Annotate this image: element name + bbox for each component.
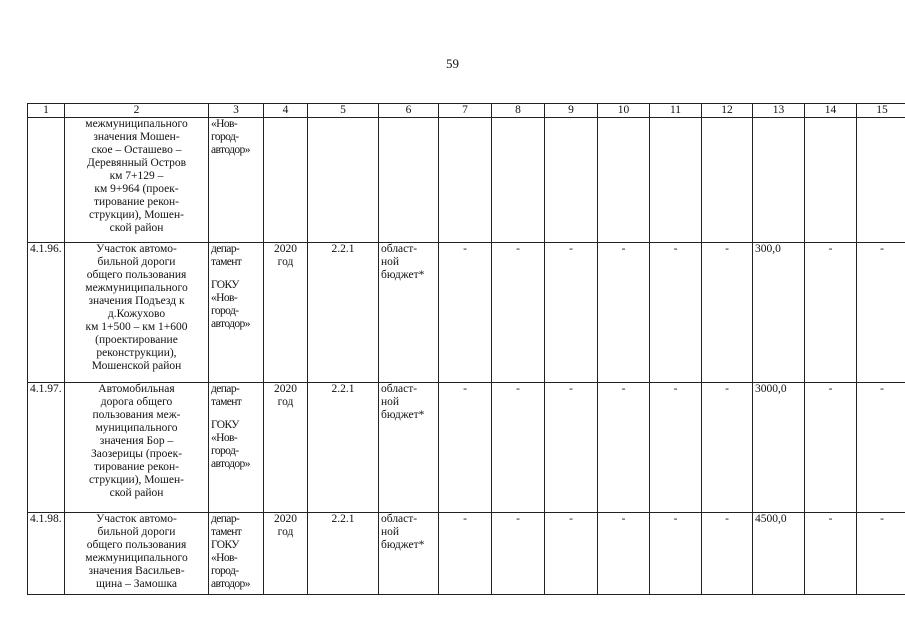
funding-value: - — [650, 513, 702, 595]
funding-value: - — [598, 383, 650, 513]
year: 2020 год — [264, 383, 308, 513]
funding-value: - — [545, 243, 598, 383]
column-header: 10 — [598, 104, 650, 118]
funding-value: - — [702, 383, 753, 513]
object-name: Участок автомо- бильной дороги общего пользования межмуниципального значения Подъезд к д.Кожухово км 1+500 – км 1+600 (проектирование реконструкции), Мошенской район — [65, 243, 209, 383]
object-name: межмуниципального значения Мошен- ское – Осташево – Деревянный Остров км 7+129 – км 9+964 (проек- тирование рекон- струкции), Мошен- ской район — [65, 118, 209, 243]
task-code — [308, 118, 379, 243]
task-code: 2.2.1 — [308, 243, 379, 383]
row-number — [28, 118, 65, 243]
table-row — [28, 243, 905, 383]
funding-value: - — [439, 243, 492, 383]
funding-source: област- ной бюджет* — [379, 243, 439, 383]
executor: депар- тамент ГОКУ «Нов- город- автодор» — [209, 513, 264, 595]
funding-value: - — [492, 243, 545, 383]
column-header: 11 — [650, 104, 702, 118]
object-name: Автомобильная дорога общего пользования меж- муниципального значения Бор – Заозерицы (проек- тирование рекон- струкции), Мошен- ской район — [65, 383, 209, 513]
funding-value: - — [650, 383, 702, 513]
column-header: 5 — [308, 104, 379, 118]
column-header: 1 — [28, 104, 65, 118]
funding-value — [598, 118, 650, 243]
funding-value-13 — [753, 118, 805, 243]
column-header: 8 — [492, 104, 545, 118]
row-number: 4.1.96. — [28, 243, 65, 383]
column-header: 14 — [805, 104, 857, 118]
task-code: 2.2.1 — [308, 383, 379, 513]
column-header: 4 — [264, 104, 308, 118]
funding-value: - — [545, 383, 598, 513]
funding-value-13: 300,0 — [753, 243, 805, 383]
column-header: 3 — [209, 104, 264, 118]
column-header: 9 — [545, 104, 598, 118]
funding-value: - — [439, 383, 492, 513]
funding-value-15: - — [857, 513, 905, 595]
executor: депар- тамент ГОКУ «Нов- город- автодор» — [209, 243, 264, 383]
column-header: 15 — [857, 104, 905, 118]
funding-value: - — [492, 383, 545, 513]
funding-value: - — [598, 513, 650, 595]
row-number: 4.1.98. — [28, 513, 65, 595]
funding-value-15 — [857, 118, 905, 243]
funding-value-13: 3000,0 — [753, 383, 805, 513]
row-number: 4.1.97. — [28, 383, 65, 513]
executor: депар- тамент ГОКУ «Нов- город- автодор» — [209, 383, 264, 513]
column-header: 6 — [379, 104, 439, 118]
funding-value: - — [702, 243, 753, 383]
funding-value: - — [492, 513, 545, 595]
funding-value — [492, 118, 545, 243]
funding-value-14: - — [805, 243, 857, 383]
funding-value — [439, 118, 492, 243]
funding-source — [379, 118, 439, 243]
year: 2020 год — [264, 513, 308, 595]
funding-value: - — [702, 513, 753, 595]
column-header: 2 — [65, 104, 209, 118]
funding-value: - — [650, 243, 702, 383]
funding-value — [545, 118, 598, 243]
funding-source: област- ной бюджет* — [379, 383, 439, 513]
column-header: 13 — [753, 104, 805, 118]
column-header: 7 — [439, 104, 492, 118]
column-header: 12 — [702, 104, 753, 118]
table-row — [28, 513, 905, 595]
funding-value — [650, 118, 702, 243]
year — [264, 118, 308, 243]
executor: «Нов- город- автодор» — [209, 118, 264, 243]
object-name: Участок автомо- бильной дороги общего пользования межмуниципального значения Васильев- щина – Замошка — [65, 513, 209, 595]
funding-value-14: - — [805, 383, 857, 513]
funding-value — [702, 118, 753, 243]
funding-value-15: - — [857, 243, 905, 383]
header-row — [28, 104, 905, 118]
funding-value-14: - — [805, 513, 857, 595]
funding-value: - — [598, 243, 650, 383]
funding-value-15: - — [857, 383, 905, 513]
table-row — [28, 118, 905, 243]
funding-value: - — [545, 513, 598, 595]
funding-source: област- ной бюджет* — [379, 513, 439, 595]
year: 2020 год — [264, 243, 308, 383]
funding-value: - — [439, 513, 492, 595]
task-code: 2.2.1 — [308, 513, 379, 595]
table-row — [28, 383, 905, 513]
program-table — [27, 103, 905, 595]
funding-value-14 — [805, 118, 857, 243]
page-number: 59 — [446, 56, 459, 71]
funding-value-13: 4500,0 — [753, 513, 805, 595]
